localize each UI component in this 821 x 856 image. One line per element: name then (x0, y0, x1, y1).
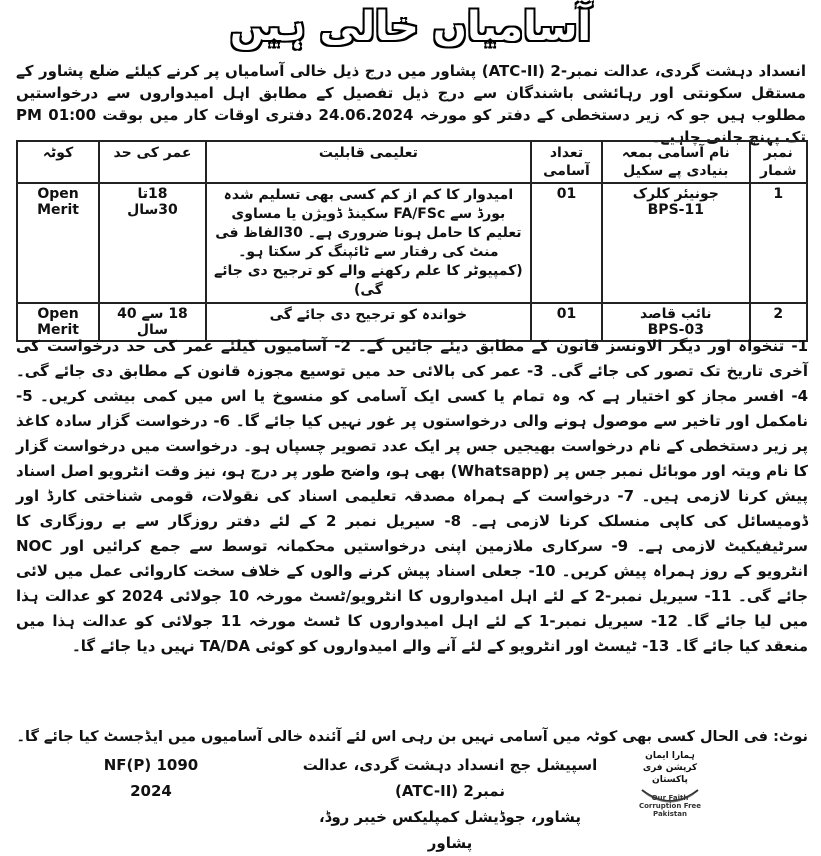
nf-year: 2024 (130, 782, 172, 800)
row-serial: 1 (750, 183, 807, 303)
logo-subtext: Our Faith Corruption Free Pakistan (638, 794, 702, 818)
row-count: 01 (531, 303, 602, 341)
row-count: 01 (531, 183, 602, 303)
headline: آسامیاں خالی ہیں (8, 2, 813, 52)
note: نوٹ: فی الحال کسی بھی کوٹہ میں آسامی نہیں بن رہی اس لئے آئندہ خالی آسامیوں میں ایڈجسٹ کیا جائے گا۔ (16, 729, 808, 745)
signatory-address: پشاور، جوڈیشل کمپلیکس خیبر روڈ، پشاور (318, 808, 582, 852)
anti-corruption-logo (632, 750, 708, 818)
quota-line-1: Open (37, 306, 79, 322)
row-quota (17, 183, 99, 303)
signatory-title: اسپیشل جج انسداد دہشت گردی، عدالت نمبر2 (ATC-II) (302, 756, 598, 800)
quota-line-1: Open (37, 186, 79, 202)
age-line-2: سال (136, 322, 169, 338)
age-line-2: 30سال (127, 202, 178, 218)
post-scale: BPS-11 (647, 202, 704, 218)
header-age-limit: عمر کی حد (99, 141, 206, 183)
quota-line-2: Merit (37, 322, 79, 338)
nf-number: NF(P) 1090 (103, 756, 199, 774)
quota-line-2: Merit (37, 202, 79, 218)
row-age-limit (99, 183, 206, 303)
header-qualification: تعلیمی قابلیت (206, 141, 531, 183)
row-qualification: امیدوار کا کم از کم کسی بھی تسلیم شدہ بورڈ سے FA/FSc سکینڈ ڈویژن یا مساوی تعلیم کا حامل ہونا ضروری ہے۔ 30الفاظ فی منٹ کی رفتار سے ٹائپنگ کر سکتا ہو۔ (کمپیوٹر کا علم رکھنے والے کو ترجیح دی جائے گی) (206, 183, 531, 303)
signature-block (300, 752, 600, 856)
terms-and-conditions: 1- تنخواہ اور دیگر الاونسز قانون کے مطابق دیئے جائیں گے۔ 2- آسامیوں کیلئے عمر کی حد درخواست کی آخری تاریخ تک تصور کی جائے گی۔ 3- عمر کی بالائی حد میں توسیع مجوزہ قانون کے مطابق دی جائے گی۔ 4- افسر مجاز کو اختیار ہے کہ وہ تمام یا کسی ایک آسامی کو منسوخ یا اس میں کمی بیشی کریں۔ 5- نامکمل اور تاخیر سے موصول ہونے والی درخواستوں پر غور نہیں کیا جائے گا۔ 6- درخواست گزار سادہ کاغذ پر زیر دستخطی کے نام درخواست بھیجیں جس پر ایک عدد تصویر چسپاں ہو۔ درخواست میں درخواست گزار کا نام ویتہ اور موبائل نمبر جس پر (Whatsapp) بھی ہو، واضح طور پر درج ہو، نیز وقت انٹرویو اصل اسناد پیش کرنا لازمی ہیں۔ 7- درخواست کے ہمراہ مصدقہ تعلیمی اسناد کی نقولات، قومی شناختی کارڈ اور ڈومیسائل کی کاپی منسلک کرنا لازمی ہے۔ 8- سیریل نمبر 2 کے لئے دفتر روزگار سے بے روزگاری کا سرٹیفیکیٹ لازمی ہے۔ 9- سرکاری ملازمین اپنی درخواستیں محکمانہ توسط سے جمع کرائیں اور NOC انٹرویو کے روز ہمراہ پیش کریں۔ 10- جعلی اسناد پیش کرنے والوں کے خلاف سخت کاروائی عمل میں لائی جائے گی۔ 11- سیریل نمبر-2 کے لئے اہل امیدواروں کا انٹرویو/ٹسٹ مورخہ 10 جولائی 2024 کو عدالت ہذا میں لیا جائے گا۔ 12- سیریل نمبر-1 کے لئے اہل امیدواروں کا ٹسٹ مورخہ 11 جولائی کو عدالت ہذا میں منعقد کیا جائے گا۔ 13- ٹیسٹ اور انٹرویو کے لئے آنے والے امیدواروں کو کوئی TA/DA نہیں دیا جائے گا۔ (16, 337, 809, 655)
age-line-1: 18تا (137, 186, 168, 202)
age-line-1: 18 سے 40 (117, 306, 188, 322)
table-header-row (17, 141, 807, 183)
intro-paragraph: انسداد دہشت گردی، عدالت نمبر-2 (ATC-II) پشاور میں درج ذیل خالی آسامیاں پر کرنے کیلئے ضلع پشاور کے مستقل سکونتی اور رہائشی باشندگان سے درج ذیل تفصیل کے مطابق اہل امیدواروں سے درخواستیں مطلوب ہیں جو کہ زیر دستخطی کے دفتر کو مورخہ 24.06.2024 دفتری اوقات کار میں بوقت 01:00 PM تک پہنچ جانی چاہیے۔ (16, 62, 807, 146)
header-count: تعداد آسامی (531, 141, 602, 183)
post-title: نائب قاصد (640, 306, 712, 322)
row-qualification: خواندہ کو ترجیح دی جائے گی (206, 303, 531, 341)
row-serial: 2 (750, 303, 807, 341)
header-post-name: نام آسامی بمعہ بنیادی پے سکیل (602, 141, 749, 183)
post-title: جونیئر کلرک (632, 186, 719, 202)
post-scale: BPS-03 (647, 322, 704, 338)
header-quota: کوٹہ (17, 141, 99, 183)
table-row (17, 183, 807, 303)
nf-reference (86, 752, 216, 804)
logo-text: ہمارا ایمان کرپشن فری پاکستان (642, 751, 698, 785)
row-post-name (602, 183, 749, 303)
header-serial: نمبر شمار (750, 141, 807, 183)
posts-table (16, 140, 808, 342)
